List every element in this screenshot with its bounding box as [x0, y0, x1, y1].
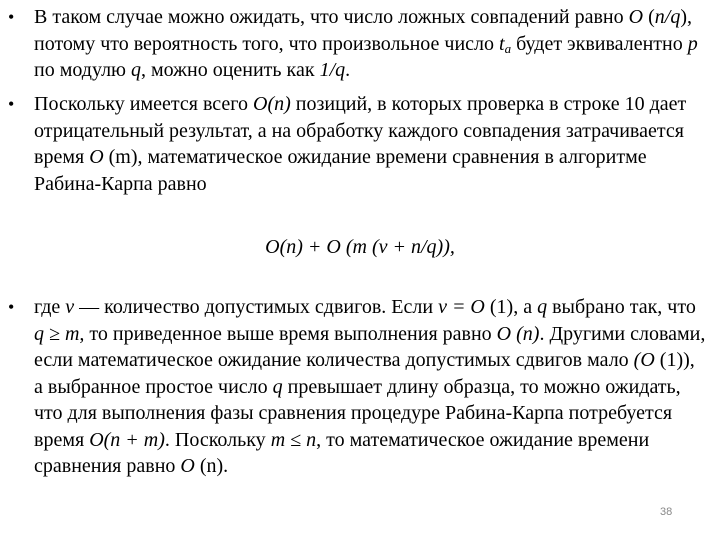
text-run: по модулю	[34, 59, 132, 81]
text-run: .	[345, 59, 351, 81]
bullet-marker: •	[8, 297, 15, 317]
text-run: , можно оценить как	[141, 59, 320, 81]
math-run: (O	[633, 349, 655, 371]
page-number: 38	[660, 506, 673, 518]
text-run: (1), а	[484, 296, 538, 318]
math-run: q	[272, 375, 283, 398]
bullet-text	[34, 294, 708, 480]
text-run: (m), математическое ожидание времени сравнения в алгоритме Рабина-Карпа равно	[34, 146, 647, 195]
text-run: позиций, в которых проверка в строке 10 дает отрицательный результат, а на обработку каждого совпадения затрачивается время	[34, 93, 687, 168]
text-run: превышает длину образца, то можно ожидать, что для выполнения фазы сравнения процедуре Рабина-Карпа потребуется время	[34, 375, 681, 451]
math-run: v = O	[438, 296, 485, 318]
math-run: v	[65, 296, 75, 318]
math-run: O	[89, 146, 104, 168]
text-run: . Другими словами, если математическое ожидание количества допустимых сдвигов мало	[34, 322, 706, 371]
text-run: будет эквивалентно	[511, 32, 688, 55]
bullet-item-expected-time	[8, 91, 708, 197]
text-run: Поскольку имеется всего	[34, 93, 253, 115]
math-run: n/q	[654, 6, 681, 28]
math-run: O (n)	[496, 322, 540, 345]
math-subscript: a	[504, 40, 512, 56]
formula	[0, 234, 720, 260]
text-run: где	[34, 296, 66, 318]
text-run: . Поскольку	[164, 428, 271, 451]
bullet-item-false-matches	[8, 4, 708, 84]
math-run: m ≤ n	[270, 428, 317, 451]
text-run: (1)), а выбранное простое число	[34, 349, 695, 398]
math-run: p	[687, 32, 698, 55]
formula-text: O(n) + O (m (v + n/q)),	[265, 236, 455, 258]
bullet-item-valid-shifts	[8, 294, 708, 480]
text-run: — количество допустимых сдвигов. Если	[74, 296, 439, 318]
text-run: (	[643, 6, 655, 28]
math-run: q	[131, 59, 142, 81]
math-run: t	[499, 32, 505, 55]
bullet-text	[34, 4, 708, 84]
math-run: O(n + m)	[89, 428, 165, 451]
text-run: то приведенное выше время выполнения равно	[84, 322, 497, 345]
math-run: O(n)	[253, 93, 291, 115]
bullet-marker: •	[8, 7, 15, 27]
text-run: выбрано так, что	[547, 296, 696, 318]
math-run: O	[180, 455, 195, 477]
math-run: O	[628, 6, 644, 28]
bullet-marker: •	[8, 94, 15, 114]
math-run: 1/q	[319, 59, 346, 81]
math-run: q ≥ m,	[34, 322, 85, 345]
text-run: , то математическое ожидание времени сравнения равно	[34, 428, 650, 477]
math-run: q	[537, 296, 548, 318]
text-run: (n).	[194, 455, 229, 477]
text-run: ), потому что вероятность того, что произвольное число	[34, 6, 692, 55]
bullet-text	[34, 91, 708, 197]
text-run: В таком случае можно ожидать, что число ложных совпадений равно	[34, 6, 629, 28]
